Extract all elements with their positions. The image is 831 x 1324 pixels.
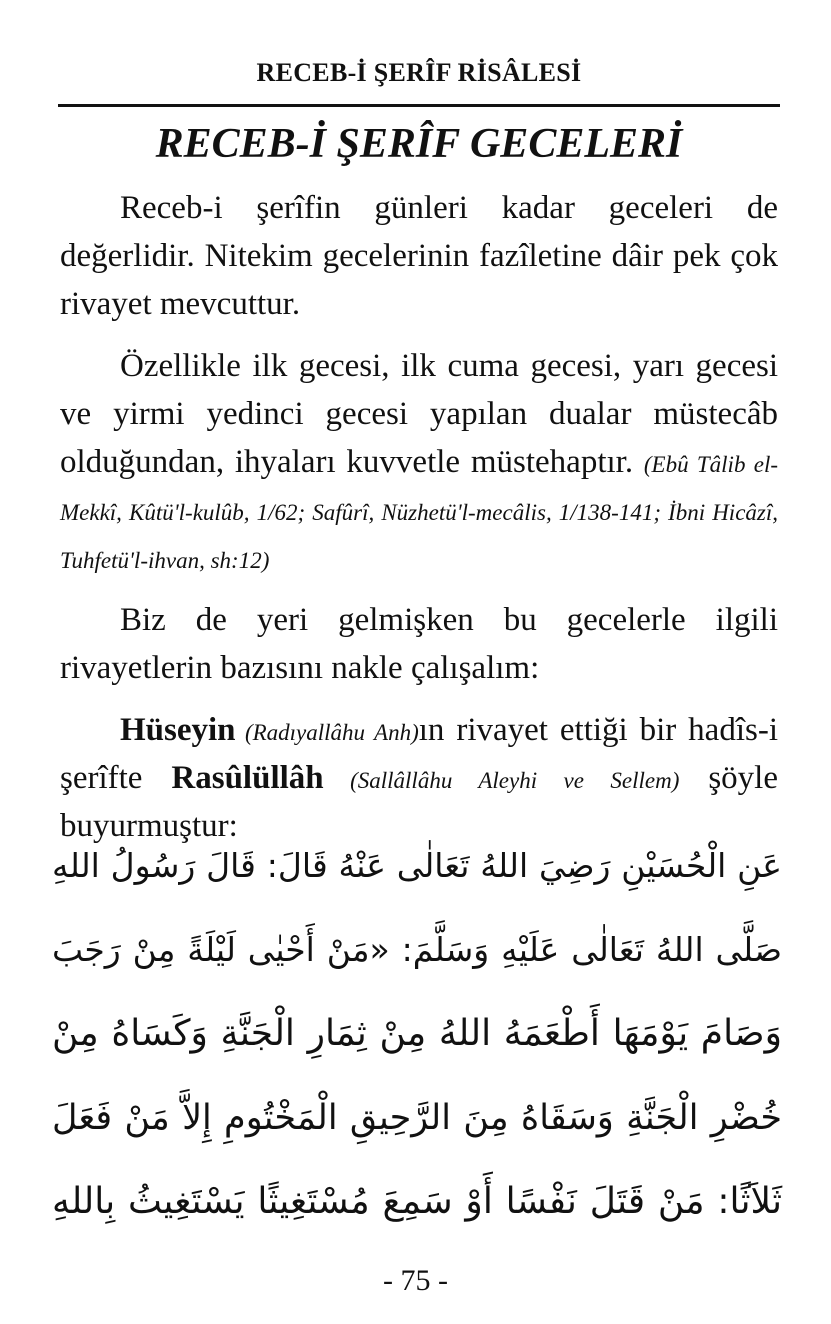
paragraph-2 bbox=[60, 342, 778, 582]
arabic-line-2: صَلَّى اللهُ تَعَالٰى عَلَيْهِ وَسَلَّمَ: «مَنْ أَحْيٰى لَيْلَةً مِنْ رَجَبَ bbox=[52, 930, 782, 969]
paragraph-4-text-1: ın rivayet ettiği bir hadîs-i şerîfte bbox=[60, 712, 778, 796]
body-text bbox=[60, 184, 778, 864]
header-rule bbox=[58, 104, 780, 107]
arabic-line-5: ثَلاَثًا: مَنْ قَتَلَ نَفْسًا أَوْ سَمِعَ مُسْتَغِيثًا يَسْتَغِيثُ بِاللهِ bbox=[52, 1181, 782, 1222]
paragraph-3: Biz de yeri gelmişken bu gecelerle ilgili rivayetlerin bazısını nakle çalışalım: bbox=[60, 602, 778, 686]
arabic-hadith-text bbox=[52, 824, 782, 1244]
paragraph-1: Receb-i şerîfin günleri kadar geceleri de değerlidir. Nitekim gecelerinin fazîletine dâir pek çok rivayet mevcuttur. bbox=[60, 190, 778, 322]
arabic-line-1: عَنِ الْحُسَيْنِ رَضِيَ اللهُ تَعَالٰى عَنْهُ قَالَ: قَالَ رَسُولُ اللهِ bbox=[52, 846, 782, 885]
chapter-title: RECEB-İ ŞERÎF GECELERİ bbox=[155, 121, 683, 167]
citation-reference: (Ebû Tâlib el-Mekkî, Kûtü'l-kulûb, 1/62; Safûrî, Nüzhetü'l-mecâlis, 1/138-141; İbni Hicâzî, Tuhfetü'l-ihvan, sh:12) bbox=[60, 452, 778, 573]
arabic-line-3: وَصَامَ يَوْمَهَا أَطْعَمَهُ اللهُ مِنْ ثِمَارِ الْجَنَّةِ وَكَسَاهُ مِنْ bbox=[52, 1013, 782, 1054]
running-header: RECEB-İ ŞERÎF RİSÂLESİ bbox=[256, 58, 582, 87]
arabic-line-4: خُضْرِ الْجَنَّةِ وَسَقَاهُ مِنَ الرَّحِيقِ الْمَخْتُومِ إِلاَّ مَنْ فَعَلَ bbox=[52, 1098, 782, 1138]
prophet-name: Rasûlüllâh bbox=[171, 760, 324, 796]
paragraph-2-text: Özellikle ilk gecesi, ilk cuma gecesi, yarı gecesi ve yirmi yedinci gecesi yapılan dualar müstecâb olduğundan, ihyaları kuvvetle müstehaptır. bbox=[60, 348, 778, 480]
narrator-name: Hüseyin bbox=[120, 712, 236, 748]
paragraph-4-text-2: şöyle buyurmuştur: bbox=[60, 760, 778, 844]
narrator-honorific: (Radıyallâhu Anh) bbox=[235, 720, 419, 745]
prophet-honorific: (Sallâllâhu Aleyhi ve Sellem) bbox=[323, 768, 680, 793]
page-number: - 75 - bbox=[383, 1264, 448, 1297]
